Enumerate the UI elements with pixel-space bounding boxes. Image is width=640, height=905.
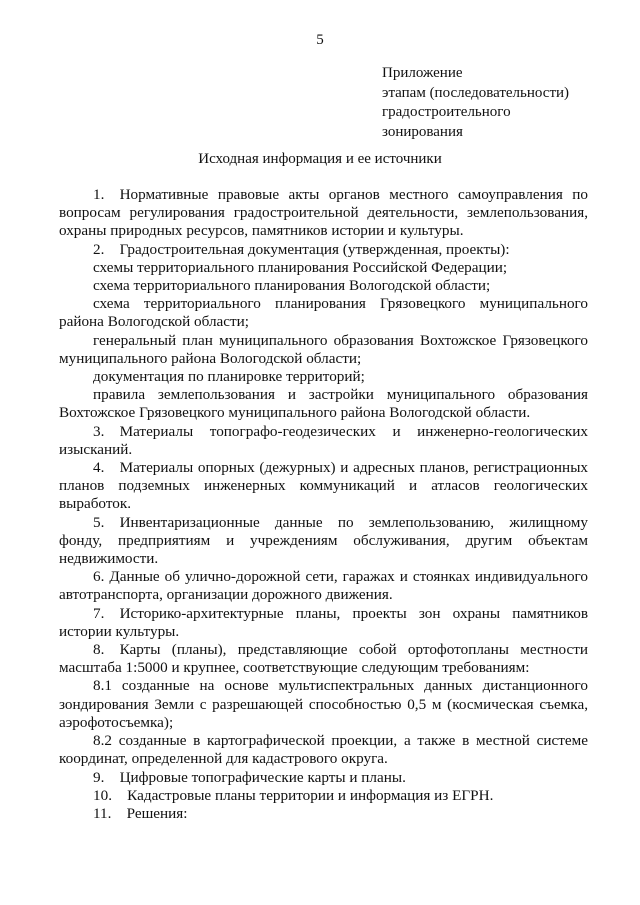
document-body [59,186,588,823]
paragraph: 8.1 созданные на основе мультиспектральных данных дистанционного зондирования Земли с разрешающей способностью 0,5 м (космическая съемка, аэрофотосъемка); [59,677,588,731]
page-number: 5 [316,32,324,48]
paragraph: 5. Инвентаризационные данные по землепользованию, жилищному фонду, предприятиям и учреждениям обслуживания, другим объектам недвижимости. [59,513,588,568]
paragraph: 2. Градостроительная документация (утвержденная, проекты): [93,240,510,258]
paragraph: 3. Материалы топографо-геодезических и инженерно-геологических изысканий. [59,422,588,458]
appendix-line: зонирования [382,123,463,140]
paragraph: 11. Решения: [93,804,188,822]
paragraph: 1. Нормативные правовые акты органов местного самоуправления по вопросам регулирования градостроительной деятельности, землепользования, охраны природных ресурсов, памятников истории и культуры. [59,186,588,240]
appendix-line: Приложение [382,65,463,81]
paragraph: 6. Данные об улично-дорожной сети, гаражах и стоянках индивидуального автотранспорта, организации дорожного движения. [59,568,588,604]
paragraph: 10. Кадастровые планы территории и информация из ЕГРН. [93,786,494,804]
paragraph: правила землепользования и застройки муниципального образования Вохтожское Грязовецкого муниципального района Вологодской области. [59,386,588,422]
paragraph: 4. Материалы опорных (дежурных) и адресных планов, регистрационных планов подземных инженерных коммуникаций и атласов геологических выработок. [59,459,588,513]
paragraph: 8.2 созданные в картографической проекции, а также в местной системе координат, определенной для кадастрового округа. [59,732,588,768]
paragraph: схема территориального планирования Грязовецкого муниципального района Вологодской области; [59,295,588,331]
appendix-line: этапам (последовательности) [382,84,570,101]
appendix-block [382,64,569,142]
paragraph: схемы территориального планирования Российской Федерации; [93,258,508,276]
appendix-line: градостроительного [382,104,511,120]
paragraph: документация по планировке территорий; [93,368,365,386]
paragraph: схема территориального планирования Вологодской области; [93,277,491,295]
paragraph: 8. Карты (планы), представляющие собой ортофотопланы местности масштаба 1:5000 и крупнее, соответствующие следующим требованиям: [59,641,588,677]
paragraph: 7. Историко-архитектурные планы, проекты зон охраны памятников истории культуры. [59,604,588,640]
paragraph: 9. Цифровые топографические карты и планы. [93,768,406,786]
document-heading: Исходная информация и ее источники [198,151,442,167]
paragraph: генеральный план муниципального образования Вохтожское Грязовецкого муниципального района Вологодской области; [59,331,588,367]
